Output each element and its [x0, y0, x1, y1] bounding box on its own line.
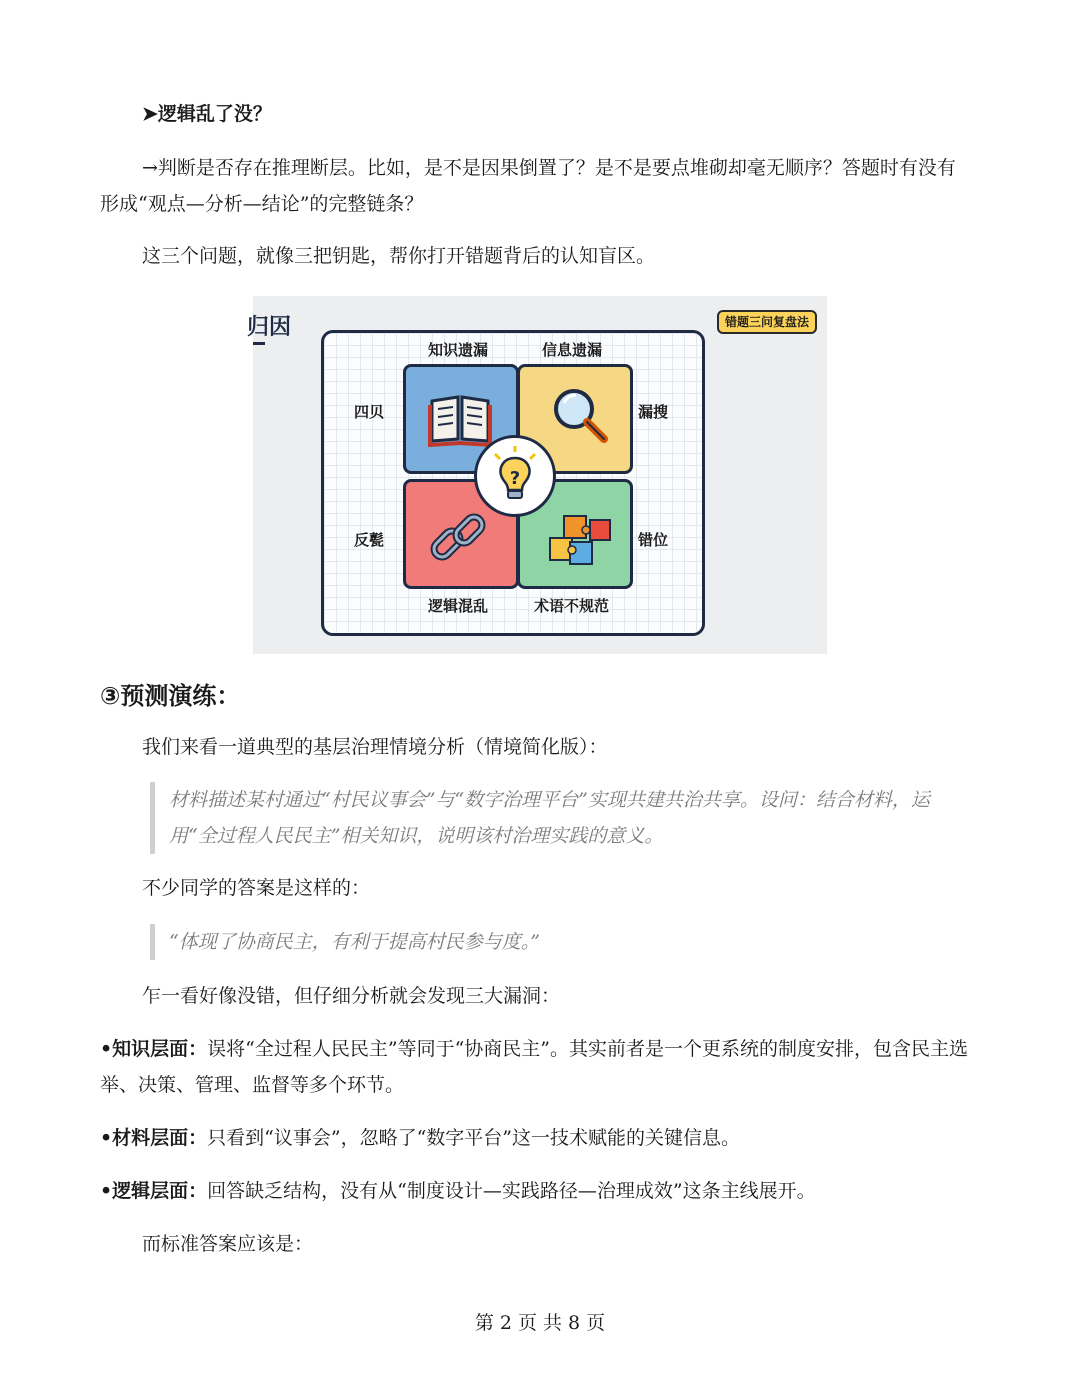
bullet-material-text: 只看到“议事会”，忽略了“数字平台”这一技术赋能的关键信息。 — [207, 1127, 741, 1149]
label-terminology: 术语不规范 — [534, 597, 610, 615]
chain-link-icon — [426, 506, 490, 570]
logic-heading: ➤逻辑乱了没？ — [142, 103, 272, 125]
puzzle-icon — [546, 512, 616, 572]
bullet-logic — [100, 1173, 972, 1209]
figure-title: 归因 — [247, 315, 292, 340]
logic-paragraph: →判断是否存在推理断层。比如，是不是因果倒置了？是不是要点堆砌却毫无顺序？答题时有没有形成“观点—分析—结论”的完整链条？ — [100, 157, 956, 215]
bullet-material-label: •材料层面： — [100, 1127, 208, 1149]
bullet-knowledge-text: 误将“全过程人民民主”等同于“协商民主”。其实前者是一个更系统的制度安排，包含民主选举、决策、管理、监督等多个环节。 — [100, 1038, 969, 1096]
material-quote: 材料描述某村通过“村民议事会”与“数字治理平台”实现共建共治共享。设问：结合材料，运用“全过程人民民主”相关知识，说明该村治理实践的意义。 — [150, 782, 969, 854]
lightbulb-question-icon — [489, 446, 541, 504]
label-left-top: 四贝 — [354, 403, 385, 421]
student-answer-quote: “体现了协商民主，有利于提高村民参与度。” — [150, 924, 969, 960]
analysis-intro: 乍一看好像没错，但仔细分析就会发现三大漏洞： — [142, 985, 561, 1007]
label-logic-chaos: 逻辑混乱 — [428, 597, 489, 615]
section-title: ③预测演练： — [100, 682, 241, 710]
label-left-bottom: 反甏 — [354, 531, 385, 549]
bullet-material — [100, 1120, 972, 1156]
bullet-logic-text: 回答缺乏结构，没有从“制度设计—实践路径—治理成效”这条主线展开。 — [207, 1180, 816, 1202]
label-right-bottom: 错位 — [638, 531, 669, 549]
bullet-logic-label: •逻辑层面： — [100, 1180, 208, 1202]
bullet-knowledge-label: •知识层面： — [100, 1038, 208, 1060]
label-info-omission: 信息遗漏 — [542, 341, 603, 359]
intro-paragraph: 我们来看一道典型的基层治理情境分析（情境简化版）： — [142, 736, 608, 758]
three-questions-paragraph: 这三个问题，就像三把钥匙，帮你打开错题背后的认知盲区。 — [142, 245, 656, 267]
mistake-review-figure — [247, 296, 827, 654]
figure-badge: 错题三问复盘法 — [717, 310, 817, 334]
page-footer: 第 2 页 共 8 页 — [474, 1312, 606, 1334]
bullet-knowledge — [100, 1031, 972, 1103]
figure-title-underline — [253, 342, 265, 345]
label-right-top: 漏搜 — [638, 403, 669, 421]
book-icon — [428, 387, 492, 447]
quadrant-board — [321, 330, 705, 636]
standard-answer-intro: 而标准答案应该是： — [142, 1233, 314, 1255]
center-circle — [474, 435, 556, 517]
magnifier-icon — [548, 383, 612, 447]
svg-text:?: ? — [509, 468, 521, 489]
label-knowledge-omission: 知识遗漏 — [428, 341, 489, 359]
students-intro: 不少同学的答案是这样的： — [142, 877, 371, 899]
